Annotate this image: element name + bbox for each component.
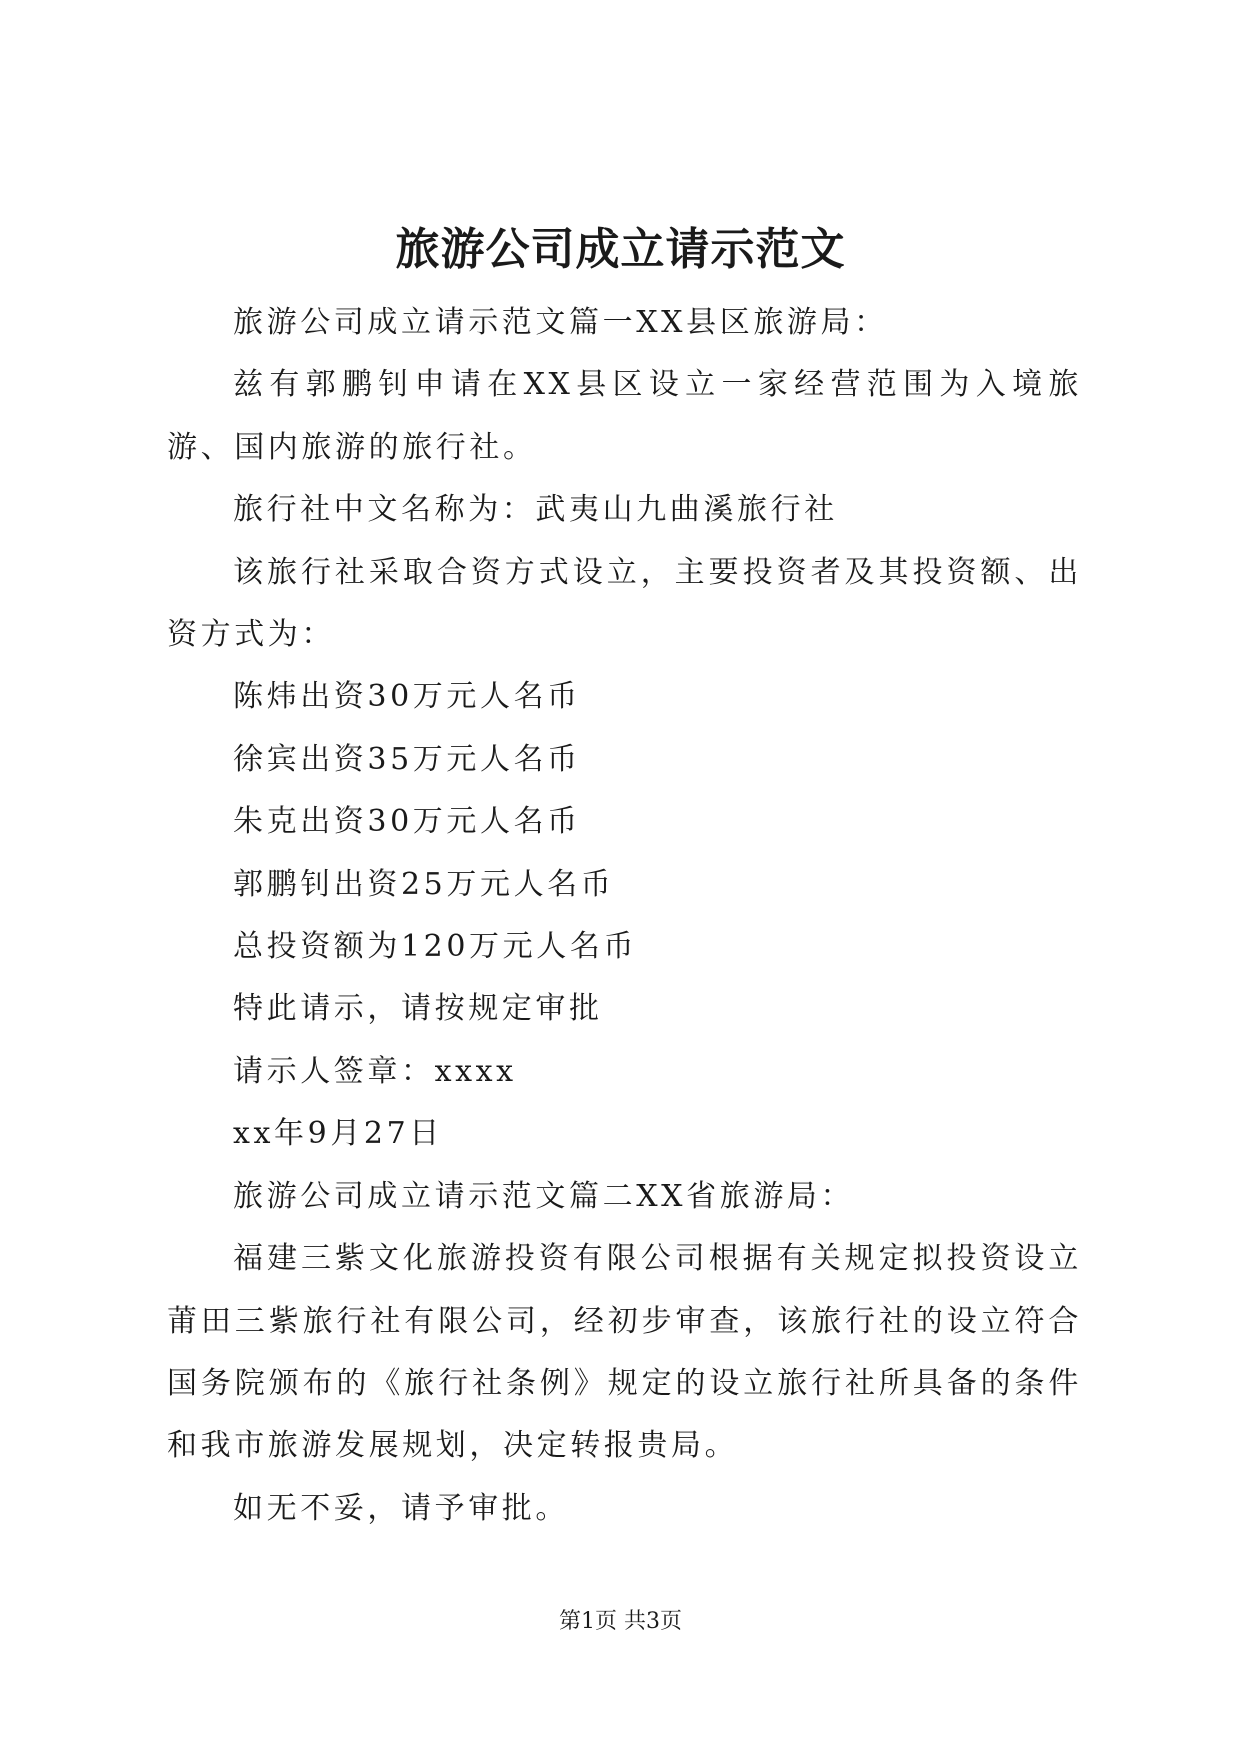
page-indicator: 第1页 共3页 <box>559 1609 682 1634</box>
paragraph-13: 旅游公司成立请示范文篇二XX省旅游局： <box>233 1178 855 1214</box>
paragraph-3: 旅行社中文名称为：武夷山九曲溪旅行社 <box>233 492 838 528</box>
page-footer <box>0 1607 1241 1637</box>
paragraph-4: 该旅行社采取合资方式设立，主要投资者及其投资额、出资方式为： <box>167 554 1082 653</box>
paragraph-14: 福建三紫文化旅游投资有限公司根据有关规定拟投资设立莆田三紫旅行社有限公司，经初步审查，该旅行社的设立符合国务院颁布的《旅行社条例》规定的设立旅行社所具备的条件和我市旅游发展规划，决定转报贵局。 <box>167 1241 1082 1464</box>
paragraph-5: 陈炜出资30万元人名币 <box>233 679 581 715</box>
paragraph-8: 郭鹏钊出资25万元人名币 <box>233 866 615 902</box>
paragraph-12: xx年9月27日 <box>233 1116 443 1152</box>
paragraph-1: 旅游公司成立请示范文篇一XX县区旅游局： <box>233 305 888 340</box>
paragraph-7: 朱克出资30万元人名币 <box>233 804 581 840</box>
paragraph-9: 总投资额为120万元人名币 <box>233 929 638 965</box>
paragraph-11: 请示人签章：xxxx <box>233 1053 517 1089</box>
paragraph-2: 兹有郭鹏钊申请在XX县区设立一家经营范围为入境旅游、国内旅游的旅行社。 <box>167 367 1082 465</box>
paragraph-6: 徐宾出资35万元人名币 <box>233 741 581 777</box>
paragraph-10: 特此请示，请按规定审批 <box>233 991 603 1027</box>
paragraph-15: 如无不妥，请予审批。 <box>233 1490 569 1526</box>
page-title: 旅游公司成立请示范文 <box>395 224 846 275</box>
document-body <box>167 292 1082 1540</box>
